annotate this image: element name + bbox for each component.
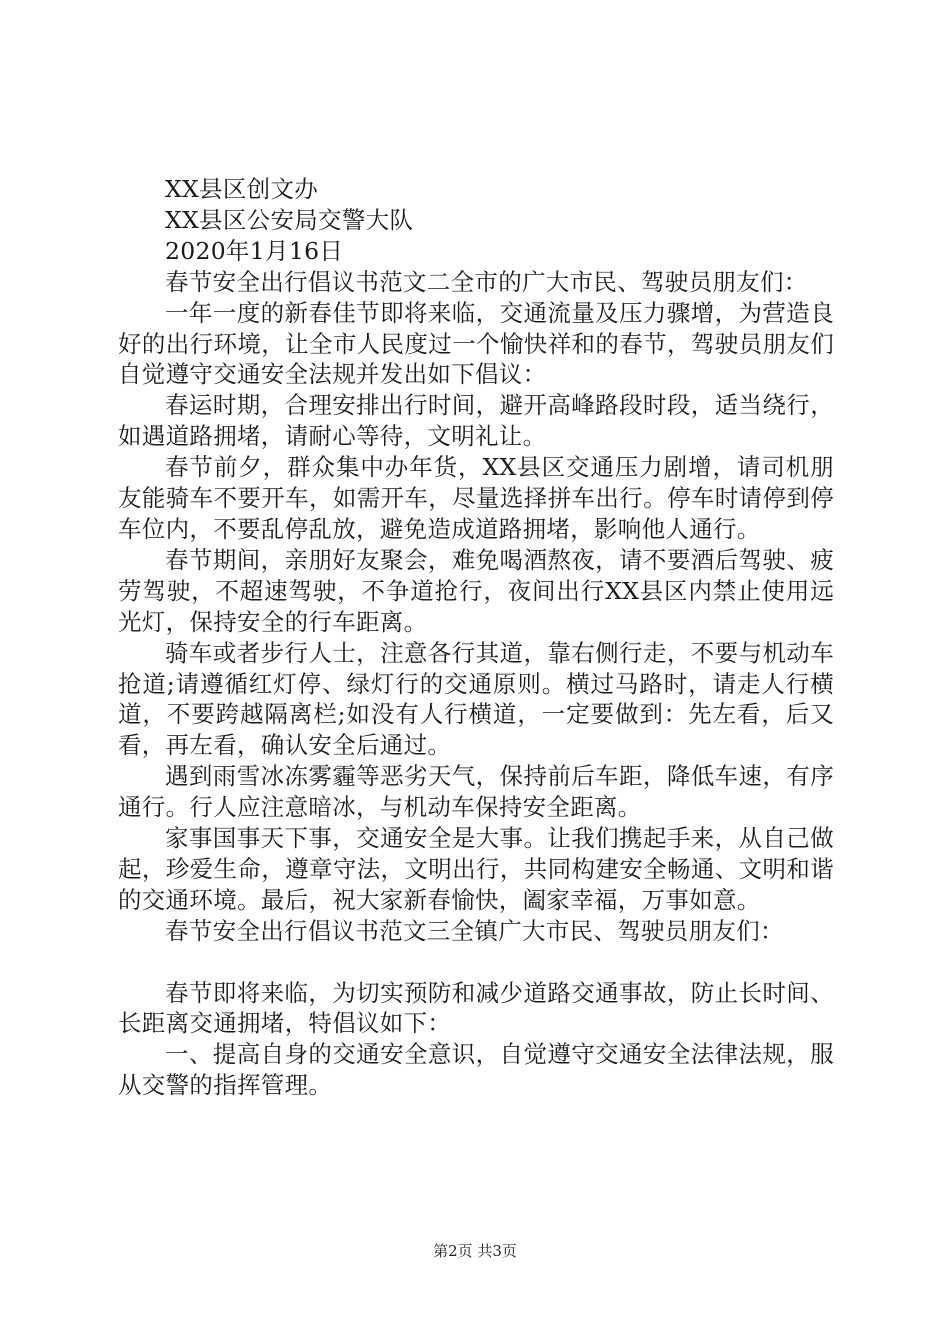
paragraph: 春节安全出行倡议书范文二全市的广大市民、驾驶员朋友们：: [165, 267, 808, 296]
paragraph: 遇到雨雪冰冻雾霾等恶劣天气，保持前后车距，降低车速，有序通行。行人应注意暗冰，与机动车保持安全距离。: [118, 762, 834, 822]
paragraph: 春节安全出行倡议书范文三全镇广大市民、驾驶员朋友们：: [165, 916, 784, 945]
signature-office: XX县区创文办: [165, 175, 319, 203]
paragraph: 春节即将来临，为切实预防和减少道路交通事故，防止长时间、长距离交通拥堵，特倡议如下：: [118, 978, 834, 1038]
paragraph: 春节期间，亲朋好友聚会，难免喝酒熬夜，请不要酒后驾驶、疲劳驾驶，不超速驾驶，不争道抢行，夜间出行XX县区内禁止使用远光灯，保持安全的行车距离。: [118, 545, 834, 636]
paragraph: 一、提高自身的交通安全意识，自觉遵守交通安全法律法规，服从交警的指挥管理。: [118, 1040, 834, 1100]
paragraph: 一年一度的新春佳节即将来临，交通流量及压力骤增，为营造良好的出行环境，让全市人民度过一个愉快祥和的春节，驾驶员朋友们自觉遵守交通安全法规并发出如下倡议：: [118, 298, 834, 389]
paragraph: 骑车或者步行人士，注意各行其道，靠右侧行走，不要与机动车抢道;请遵循红灯停、绿灯行的交通原则。横过马路时，请走人行横道，不要跨越隔离栏;如没有人行横道，一定要做到：先左看，后又看，再左看，确认安全后通过。: [118, 638, 834, 760]
blank-line: [118, 947, 834, 978]
paragraph: 春运时期，合理安排出行时间，避开高峰路段时段，适当绕行，如遇道路拥堵，请耐心等待，文明礼让。: [118, 391, 834, 451]
paragraph: 家事国事天下事，交通安全是大事。让我们携起手来，从自己做起，珍爱生命，遵章守法，文明出行，共同构建安全畅通、文明和谐的交通环境。最后，祝大家新春愉快，阖家幸福，万事如意。: [118, 824, 834, 914]
paragraph: 春节前夕，群众集中办年货，XX县区交通压力剧增，请司机朋友能骑车不要开车，如需开车，尽量选择拼车出行。停车时请停到停车位内，不要乱停乱放，避免造成道路拥堵，影响他人通行。: [118, 453, 834, 543]
signature-date: 2020年1月16日: [165, 236, 344, 265]
page-footer: 第2页 共3页: [433, 1242, 517, 1260]
signature-police: XX县区公安局交警大队: [165, 205, 414, 234]
document-body: [118, 174, 834, 1101]
